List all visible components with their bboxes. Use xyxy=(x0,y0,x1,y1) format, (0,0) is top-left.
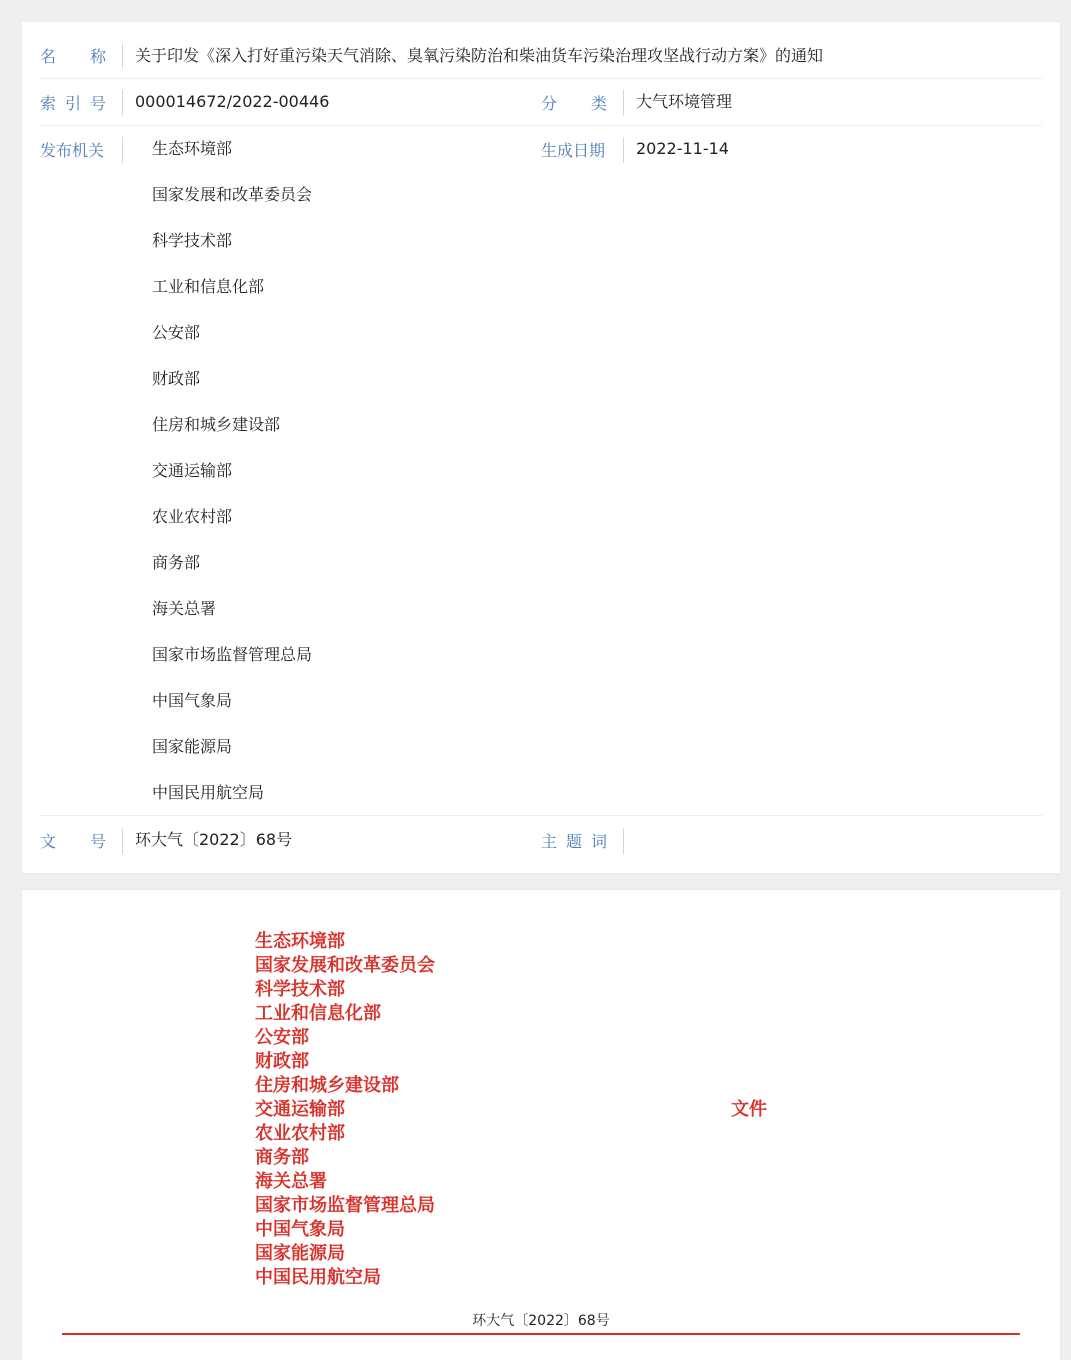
divider xyxy=(122,43,123,69)
document-issuer-item: 国家能源局 xyxy=(255,1243,345,1264)
name-label-char-1: 名 xyxy=(40,47,57,66)
index-label xyxy=(40,93,106,115)
divider xyxy=(623,828,624,854)
divider xyxy=(122,90,123,116)
issuer-item: 科学技术部 xyxy=(152,231,233,250)
issuer-item: 农业农村部 xyxy=(152,507,233,526)
red-divider-line xyxy=(62,1333,1020,1335)
docnum-row xyxy=(39,816,1042,863)
name-value: 关于印发《深入打好重污染天气消除、臭氧污染防治和柴油货车污染治理攻坚战行动方案》的通知 xyxy=(135,46,824,65)
docnum-label-char-2: 号 xyxy=(89,832,106,851)
divider xyxy=(623,137,624,163)
issuer-item: 生态环境部 xyxy=(152,139,233,158)
document-issuer-item: 农业农村部 xyxy=(255,1123,345,1144)
category-label-char-2: 类 xyxy=(590,94,607,113)
category-label xyxy=(541,93,607,115)
issuer-item: 财政部 xyxy=(152,369,201,388)
name-label xyxy=(40,46,106,68)
issuer-item: 中国民用航空局 xyxy=(152,783,265,802)
index-label-char-3: 号 xyxy=(89,94,106,113)
docnum-label xyxy=(40,831,106,853)
document-issuer-item: 工业和信息化部 xyxy=(255,1003,381,1024)
document-number: 环大气〔2022〕68号 xyxy=(472,1313,610,1329)
keywords-label xyxy=(541,831,607,853)
document-wenjian: 文件 xyxy=(731,1099,767,1120)
index-label-char-2: 引 xyxy=(64,94,81,113)
issuer-item: 住房和城乡建设部 xyxy=(152,415,281,434)
issuer-item: 交通运输部 xyxy=(152,461,233,480)
issuer-label: 发布机关 xyxy=(40,141,105,160)
document-body xyxy=(22,890,1060,1360)
docnum-value: 环大气〔2022〕68号 xyxy=(135,830,293,849)
index-row xyxy=(39,79,1042,126)
divider xyxy=(122,828,123,854)
name-label-char-2: 称 xyxy=(89,47,106,66)
issuer-row xyxy=(39,126,1042,816)
divider xyxy=(122,137,123,163)
document-issuer-item: 国家市场监督管理总局 xyxy=(255,1195,435,1216)
keywords-label-char-2: 题 xyxy=(565,832,582,851)
document-issuer-item: 生态环境部 xyxy=(255,931,345,952)
issuer-item: 工业和信息化部 xyxy=(152,277,265,296)
document-issuer-item: 交通运输部 xyxy=(255,1099,345,1120)
document-issuer-item: 财政部 xyxy=(255,1051,309,1072)
document-issuer-item: 中国气象局 xyxy=(255,1219,345,1240)
docnum-label-char-1: 文 xyxy=(40,832,57,851)
issuer-item: 国家市场监督管理总局 xyxy=(152,645,313,664)
category-label-char-1: 分 xyxy=(541,94,558,113)
document-issuer-item: 中国民用航空局 xyxy=(255,1267,381,1288)
keywords-label-char-3: 词 xyxy=(590,832,607,851)
document-issuer-item: 科学技术部 xyxy=(255,979,345,1000)
document-issuer-item: 海关总署 xyxy=(255,1171,327,1192)
category-value: 大气环境管理 xyxy=(636,92,733,111)
issuer-item: 国家发展和改革委员会 xyxy=(152,185,313,204)
index-value: 000014672/2022-00446 xyxy=(135,92,330,111)
issuer-item: 海关总署 xyxy=(152,599,217,618)
name-row xyxy=(39,32,1042,79)
date-value: 2022-11-14 xyxy=(636,139,729,158)
issuer-item: 商务部 xyxy=(152,553,201,572)
issuer-item: 国家能源局 xyxy=(152,737,233,756)
date-label: 生成日期 xyxy=(541,141,606,160)
issuer-item: 中国气象局 xyxy=(152,691,233,710)
document-issuer-item: 住房和城乡建设部 xyxy=(255,1075,399,1096)
divider xyxy=(623,90,624,116)
index-label-char-1: 索 xyxy=(40,94,57,113)
keywords-label-char-1: 主 xyxy=(541,832,558,851)
document-issuer-item: 国家发展和改革委员会 xyxy=(255,955,435,976)
document-issuer-item: 商务部 xyxy=(255,1147,309,1168)
issuer-item: 公安部 xyxy=(152,323,201,342)
document-issuer-item: 公安部 xyxy=(255,1027,309,1048)
metadata-panel xyxy=(22,22,1060,873)
